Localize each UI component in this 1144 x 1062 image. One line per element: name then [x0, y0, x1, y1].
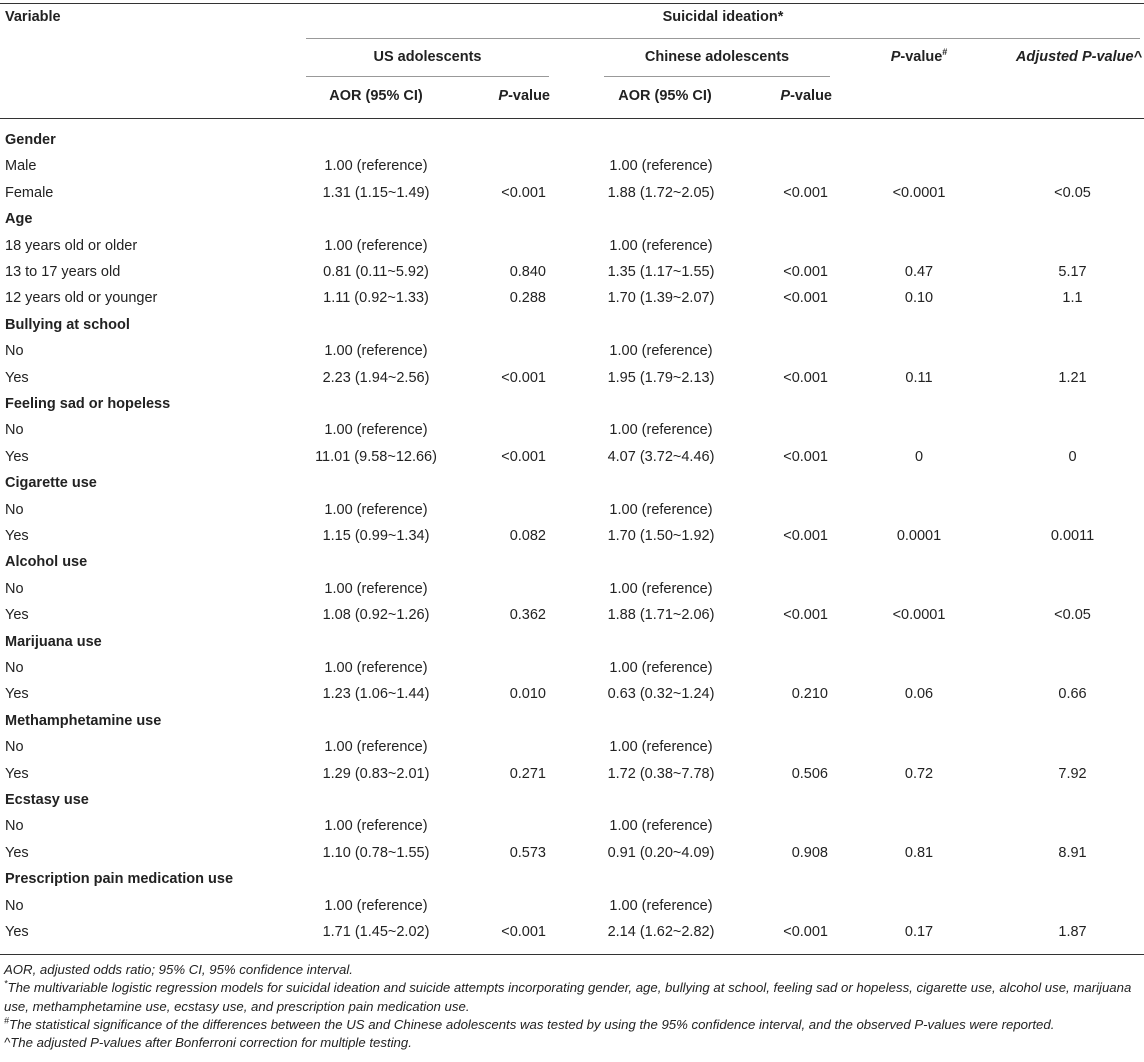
table-row: [0, 365, 1144, 391]
cell-cn-aor: 1.00 (reference): [609, 739, 713, 756]
cell-cn-p: 0.908: [791, 844, 828, 861]
cell-us-aor: 1.31 (1.15~1.49): [322, 184, 430, 201]
cell-adj: <0.05: [1054, 184, 1091, 201]
cell-cn-p: 0.210: [791, 686, 828, 703]
cell-adj: 0.66: [1058, 686, 1087, 703]
cell-us-p: 0.271: [509, 765, 546, 782]
cell-p: 0.17: [904, 924, 934, 940]
cell-cn-aor: 1.88 (1.71~2.06): [607, 607, 715, 624]
cell-us-p: 0.010: [509, 686, 546, 703]
cell-cn-p: <0.001: [783, 607, 828, 624]
cell-label: 18 years old or older: [5, 237, 138, 254]
group-row: [0, 708, 1144, 734]
cell-cn-aor: 1.00 (reference): [609, 818, 713, 835]
cell-us-p: <0.001: [501, 448, 546, 465]
cell-p: 0.06: [904, 686, 934, 703]
table-row: [0, 180, 1144, 206]
cell-us-p: 0.082: [509, 528, 546, 544]
cell-adj: 0.0011: [1050, 528, 1095, 544]
cell-label: 13 to 17 years old: [5, 264, 121, 280]
spanner-rule-suicidal-ideation: [306, 38, 1140, 39]
cell-cn-aor: 1.70 (1.39~2.07): [607, 290, 715, 307]
cell-cn-aor: 1.00 (reference): [609, 237, 713, 254]
group-label: Marijuana use: [5, 633, 102, 650]
cell-cn-aor: 1.00 (reference): [609, 158, 713, 175]
cell-cn-aor: 1.35 (1.17~1.55): [607, 264, 715, 280]
cell-us-p: 0.840: [509, 264, 546, 280]
cell-label: Yes: [5, 924, 29, 940]
cell-label: No: [5, 501, 24, 518]
table-bottom-rule: [0, 954, 1144, 955]
table-row: [0, 734, 1144, 760]
cell-adj: 1.1: [1062, 290, 1083, 307]
cell-us-aor: 1.08 (0.92~1.26): [322, 607, 430, 624]
header-chinese-adolescents: Chinese adolescents: [644, 49, 790, 65]
group-row: [0, 549, 1144, 575]
cell-cn-aor: 1.95 (1.79~2.13): [607, 369, 715, 386]
cell-cn-p: <0.001: [783, 184, 828, 201]
header-p-value: P-value#: [890, 47, 948, 65]
cell-us-aor: 1.00 (reference): [324, 237, 428, 254]
header-variable: Variable: [5, 9, 61, 25]
cell-adj: 0: [1068, 448, 1077, 465]
cell-us-aor: 0.81 (0.11~5.92): [323, 264, 429, 280]
cell-label: Yes: [5, 686, 29, 703]
cell-cn-p: <0.001: [783, 264, 828, 280]
cell-p: 0: [914, 448, 924, 465]
cell-cn-aor: 1.00 (reference): [609, 501, 713, 518]
table-row: [0, 259, 1144, 285]
group-row: [0, 206, 1144, 232]
table-row: [0, 523, 1144, 549]
cell-adj: 7.92: [1058, 765, 1087, 782]
table-top-rule: [0, 3, 1144, 4]
cell-us-p: 0.362: [509, 607, 546, 624]
cell-p: <0.0001: [892, 184, 946, 201]
header-bottom-rule: [0, 118, 1144, 119]
table-row: [0, 919, 1144, 945]
cell-label: Yes: [5, 844, 29, 861]
table-row: [0, 417, 1144, 443]
cell-us-aor: 1.00 (reference): [324, 158, 428, 175]
cell-us-aor: 1.00 (reference): [324, 897, 428, 914]
header-us-aor: AOR (95% CI): [329, 88, 423, 104]
cell-us-aor: 1.00 (reference): [324, 580, 428, 597]
spanner-rule-chinese: [604, 76, 830, 77]
cell-cn-p: <0.001: [783, 290, 828, 307]
cell-us-p: <0.001: [501, 369, 546, 386]
cell-label: Male: [5, 158, 37, 175]
table-row: [0, 576, 1144, 602]
group-label: Prescription pain medication use: [5, 871, 234, 888]
cell-us-aor: 1.11 (0.92~1.33): [323, 290, 429, 307]
cell-label: No: [5, 660, 24, 676]
cell-label: No: [5, 580, 24, 597]
cell-adj: 5.17: [1058, 264, 1087, 280]
cell-us-aor: 1.00 (reference): [324, 660, 428, 676]
cell-cn-aor: 1.00 (reference): [609, 897, 713, 914]
cell-p: <0.0001: [892, 607, 946, 624]
group-label: Age: [5, 211, 33, 228]
footnote-abbreviations: AOR, adjusted odds ratio; 95% CI, 95% confidence interval.: [4, 962, 353, 977]
cell-us-aor: 1.00 (reference): [324, 501, 428, 518]
cell-cn-aor: 0.91 (0.20~4.09): [607, 844, 715, 861]
cell-us-aor: 1.23 (1.06~1.44): [322, 686, 430, 703]
cell-us-aor: 1.29 (0.83~2.01): [322, 765, 430, 782]
table-row: [0, 813, 1144, 839]
cell-cn-aor: 1.88 (1.72~2.05): [607, 184, 715, 201]
cell-cn-aor: 1.00 (reference): [609, 580, 713, 597]
cell-us-p: <0.001: [501, 924, 546, 940]
cell-p: 0.81: [904, 844, 934, 861]
group-row: [0, 866, 1144, 892]
cell-label: No: [5, 422, 24, 439]
group-row: [0, 629, 1144, 655]
cell-label: No: [5, 897, 24, 914]
table-row: [0, 233, 1144, 259]
cell-p: 0.47: [904, 264, 934, 280]
cell-us-aor: 1.10 (0.78~1.55): [322, 844, 430, 861]
cell-us-aor: 1.00 (reference): [324, 739, 428, 756]
cell-cn-aor: 0.63 (0.32~1.24): [607, 686, 715, 703]
cell-cn-aor: 1.00 (reference): [609, 343, 713, 360]
table-row: [0, 153, 1144, 179]
cell-label: Yes: [5, 448, 29, 465]
cell-label: No: [5, 343, 24, 360]
cell-label: Yes: [5, 528, 29, 544]
cell-us-p: 0.288: [509, 290, 546, 307]
cell-us-aor: 2.23 (1.94~2.56): [322, 369, 430, 386]
cell-us-aor: 1.00 (reference): [324, 343, 428, 360]
group-row: [0, 787, 1144, 813]
header-us-p: P-value: [498, 88, 550, 104]
footnote-model: *The multivariable logistic regression models for suicidal ideation and suicide attempts incorporating gender, age, bullying at school, feeling sad or hopeless, cigarette use, alcohol use, marijuana use, methamphetamine use, ecstasy use, and prescription pain medication use.: [4, 978, 1132, 1014]
cell-us-aor: 1.00 (reference): [324, 422, 428, 439]
group-row: [0, 312, 1144, 338]
cell-cn-aor: 4.07 (3.72~4.46): [607, 448, 715, 465]
cell-p: 0.0001: [896, 528, 942, 544]
table-footnotes: [4, 961, 1140, 1052]
cell-cn-aor: 2.14 (1.62~2.82): [607, 924, 715, 940]
cell-us-aor: 1.15 (0.99~1.34): [322, 528, 430, 544]
cell-cn-aor: 1.00 (reference): [609, 660, 713, 676]
table-row: [0, 893, 1144, 919]
cell-label: Yes: [5, 369, 29, 386]
cell-us-p: 0.573: [509, 844, 546, 861]
table-row: [0, 655, 1144, 681]
group-label: Bullying at school: [5, 316, 130, 333]
cell-cn-aor: 1.72 (0.38~7.78): [607, 765, 715, 782]
header-suicidal-ideation: Suicidal ideation*: [662, 9, 784, 25]
table-row: [0, 285, 1144, 311]
cell-cn-p: <0.001: [783, 528, 828, 544]
group-label: Cigarette use: [5, 475, 97, 492]
cell-us-p: <0.001: [501, 184, 546, 201]
cell-adj: 8.91: [1058, 844, 1087, 861]
table-row: [0, 497, 1144, 523]
cell-label: Yes: [5, 607, 29, 624]
cell-p: 0.72: [904, 765, 934, 782]
cell-cn-p: <0.001: [783, 369, 828, 386]
group-label: Feeling sad or hopeless: [5, 396, 171, 412]
cell-us-aor: 1.71 (1.45~2.02): [322, 924, 430, 940]
cell-label: Female: [5, 184, 54, 201]
table-row: [0, 338, 1144, 364]
cell-cn-aor: 1.70 (1.50~1.92): [607, 528, 715, 544]
cell-label: Yes: [5, 765, 29, 782]
table-row: [0, 681, 1144, 707]
cell-adj: 1.87: [1058, 924, 1087, 940]
table-row: [0, 444, 1144, 470]
cell-cn-p: <0.001: [783, 448, 828, 465]
cell-adj: 1.21: [1058, 369, 1087, 386]
group-label: Ecstasy use: [5, 792, 89, 808]
group-label: Methamphetamine use: [5, 712, 162, 729]
header-cn-aor: AOR (95% CI): [618, 88, 712, 104]
cell-label: No: [5, 818, 24, 835]
group-row: [0, 391, 1144, 417]
header-us-adolescents: US adolescents: [373, 49, 482, 65]
cell-cn-p: <0.001: [783, 924, 828, 940]
cell-us-aor: 11.01 (9.58~12.66): [315, 448, 437, 465]
table-row: [0, 840, 1144, 866]
cell-adj: <0.05: [1054, 607, 1091, 624]
cell-us-aor: 1.00 (reference): [324, 818, 428, 835]
table-row: [0, 761, 1144, 787]
header-adjusted-p-value: Adjusted P-value^: [1015, 49, 1142, 65]
group-row: [0, 470, 1144, 496]
cell-p: 0.10: [904, 290, 934, 307]
cell-cn-p: 0.506: [791, 765, 828, 782]
footnote-significance: #The statistical significance of the differences between the US and Chinese adolescents was tested by using the 95% confidence interval, and the observed P-values were reported.: [4, 1015, 1055, 1032]
cell-label: No: [5, 739, 24, 756]
spanner-rule-us: [306, 76, 549, 77]
header-cn-p: P-value: [780, 88, 832, 104]
group-label: Gender: [5, 132, 56, 148]
footnote-adjusted: ^The adjusted P-values after Bonferroni correction for multiple testing.: [4, 1035, 412, 1051]
cell-label: 12 years old or younger: [5, 290, 158, 307]
cell-cn-aor: 1.00 (reference): [609, 422, 713, 439]
group-label: Alcohol use: [5, 554, 88, 571]
table-row: [0, 602, 1144, 628]
group-row: [0, 127, 1144, 153]
cell-p: 0.11: [905, 369, 933, 386]
